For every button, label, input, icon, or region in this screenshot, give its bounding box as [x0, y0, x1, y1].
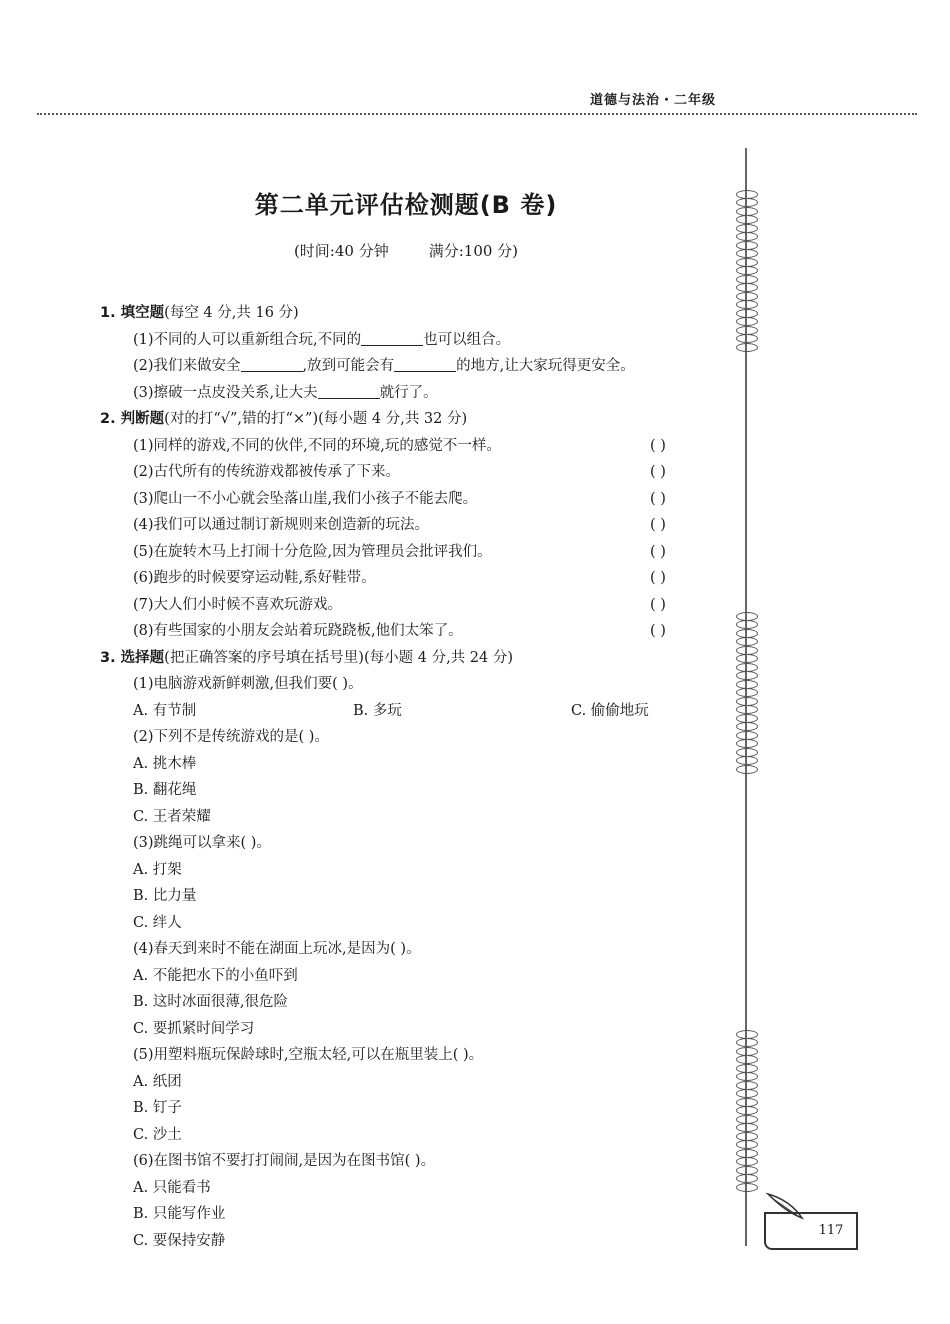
coil-ring: [736, 739, 758, 748]
answer-blank[interactable]: [241, 357, 303, 372]
option-a[interactable]: A. 纸团: [133, 1073, 182, 1090]
fill-question-1: (1)不同的人可以重新组合玩,不同的 也可以组合。: [133, 331, 511, 348]
choice-question-stem: (5)用塑料瓶玩保龄球时,空瓶太轻,可以在瓶里装上( )。: [133, 1047, 484, 1063]
choice-question-stem: (2)下列不是传统游戏的是( )。: [133, 729, 329, 745]
option-c[interactable]: C. 沙土: [133, 1126, 182, 1143]
answer-parentheses[interactable]: ( ): [650, 490, 666, 507]
coil-ring: [736, 620, 758, 629]
judge-question: (2)古代所有的传统游戏都被传承了下来。 ( ): [100, 459, 720, 486]
option-b[interactable]: B. 钉子: [133, 1100, 182, 1116]
coil-ring: [736, 266, 758, 275]
option-a[interactable]: A. 打架: [133, 861, 182, 878]
answer-parentheses[interactable]: ( ): [650, 570, 666, 586]
option-c[interactable]: C. 要抓紧时间学习: [133, 1020, 255, 1037]
answer-blank[interactable]: [394, 357, 456, 372]
binding-coil-middle: [733, 612, 761, 774]
coil-ring: [736, 1055, 758, 1064]
option-c[interactable]: C. 王者荣耀: [133, 808, 211, 825]
answer-parentheses[interactable]: ( ): [650, 517, 666, 533]
option-a[interactable]: A. 不能把水下的小鱼吓到: [133, 967, 298, 984]
coil-ring: [736, 283, 758, 292]
exam-info: [0, 240, 812, 261]
coil-ring: [736, 654, 758, 663]
judge-question: (1)同样的游戏,不同的伙伴,不同的环境,玩的感觉不一样。 ( ): [100, 433, 720, 460]
judge-question: (7)大人们小时候不喜欢玩游戏。 ( ): [100, 592, 720, 619]
coil-ring: [736, 334, 758, 343]
section-heading: 3. 选择题(把正确答案的序号填在括号里)(每小题 4 分,共 24 分): [100, 649, 514, 666]
coil-ring: [736, 756, 758, 765]
option-a[interactable]: A. 有节制: [133, 702, 197, 719]
coil-ring: [736, 705, 758, 714]
page-title: 第二单元评估检测题(B 卷): [254, 191, 558, 219]
page-header: 道德与法治・二年级: [589, 93, 716, 108]
coil-ring: [736, 1174, 758, 1183]
option-c[interactable]: C. 要保持安静: [133, 1232, 226, 1249]
answer-parentheses[interactable]: ( ): [650, 464, 666, 480]
option-a[interactable]: A. 只能看书: [133, 1179, 211, 1196]
answer-parentheses[interactable]: ( ): [650, 543, 666, 560]
header-divider: [37, 113, 917, 115]
coil-ring: [736, 1106, 758, 1115]
coil-ring: [736, 688, 758, 697]
judge-question: (8)有些国家的小朋友会站着玩跷跷板,他们太笨了。 ( ): [100, 618, 720, 645]
option-b[interactable]: B. 只能写作业: [133, 1206, 226, 1222]
coil-ring: [736, 637, 758, 646]
judge-question: (5)在旋转木马上打闹十分危险,因为管理员会批评我们。 ( ): [100, 539, 720, 566]
page-number: 117: [818, 1223, 844, 1238]
coil-ring: [736, 1123, 758, 1132]
choice-question-stem: (4)春天到来时不能在湖面上玩冰,是因为( )。: [133, 941, 421, 957]
option-b[interactable]: B. 这时冰面很薄,很危险: [133, 994, 288, 1010]
exam-time: (时间:40 分钟: [293, 242, 389, 260]
coil-ring: [736, 1183, 758, 1192]
coil-ring: [736, 1157, 758, 1166]
answer-parentheses[interactable]: ( ): [650, 596, 666, 613]
answer-parentheses[interactable]: ( ): [650, 437, 666, 454]
option-c[interactable]: C. 偷偷地玩: [571, 702, 649, 719]
option-b[interactable]: B. 翻花绳: [133, 782, 197, 798]
choice-options-row: [100, 698, 720, 725]
exam-score: 满分:100 分): [428, 242, 519, 260]
answer-blank[interactable]: [361, 331, 423, 346]
section-heading: 2. 判断题(对的打“√”,错的打“×”)(每小题 4 分,共 32 分): [100, 411, 468, 427]
judge-question: (3)爬山一不小心就会坠落山崖,我们小孩子不能去爬。 ( ): [100, 486, 720, 513]
coil-ring: [736, 765, 758, 774]
judge-question: (6)跑步的时候要穿运动鞋,系好鞋带。 ( ): [100, 565, 720, 592]
page-number-box: [764, 1212, 858, 1250]
choice-question-stem: (6)在图书馆不要打打闹闹,是因为在图书馆( )。: [133, 1153, 436, 1169]
option-c[interactable]: C. 绊人: [133, 914, 182, 931]
coil-ring: [736, 317, 758, 326]
answer-parentheses[interactable]: ( ): [650, 623, 666, 639]
coil-ring: [736, 343, 758, 352]
choice-question-stem: (1)电脑游戏新鲜刺激,但我们要( )。: [133, 676, 363, 692]
answer-blank[interactable]: [318, 384, 380, 399]
coil-ring: [736, 671, 758, 680]
coil-ring: [736, 1140, 758, 1149]
choice-question-stem: (3)跳绳可以拿来( )。: [133, 835, 271, 851]
section-heading: 1. 填空题(每空 4 分,共 16 分): [100, 305, 299, 321]
coil-ring: [736, 1038, 758, 1047]
coil-ring: [736, 722, 758, 731]
option-b[interactable]: B. 多玩: [353, 702, 402, 719]
coil-ring: [736, 1072, 758, 1081]
fill-question-2: (2)我们来做安全 ,放到可能会有 的地方,让大家玩得更安全。: [133, 358, 635, 374]
option-b[interactable]: B. 比力量: [133, 888, 197, 904]
judge-question: (4)我们可以通过制订新规则来创造新的玩法。 ( ): [100, 512, 720, 539]
binding-coil-bottom: [733, 1030, 761, 1192]
coil-ring: [736, 300, 758, 309]
fill-question-3: (3)擦破一点皮没关系,让大夫 就行了。: [133, 384, 438, 401]
exam-content: [100, 300, 720, 1254]
coil-ring: [736, 1089, 758, 1098]
option-a[interactable]: A. 挑木棒: [133, 755, 197, 772]
